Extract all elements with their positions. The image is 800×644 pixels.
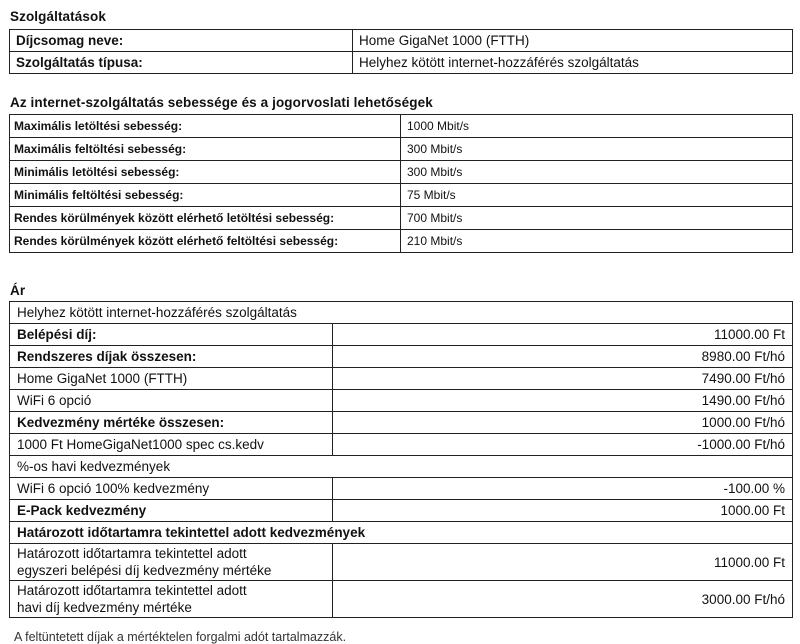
service-type-value: Helyhez kötött internet-hozzáférés szolgáltatás — [353, 52, 793, 74]
price-header: Helyhez kötött internet-hozzáférés szolgáltatás — [10, 302, 793, 324]
table-row — [10, 456, 793, 478]
normal-upload-value: 210 Mbit/s — [401, 230, 793, 253]
normal-download-value: 700 Mbit/s — [401, 207, 793, 230]
fixed-monthly-discount-value: 3000.00 Ft/hó — [333, 581, 793, 618]
max-download-value: 1000 Mbit/s — [401, 115, 793, 138]
table-row — [10, 478, 793, 500]
fixed-entry-discount-line2: egyszeri belépési díj kedvezmény mértéke — [17, 563, 272, 578]
entry-fee-value: 11000.00 Ft — [333, 324, 793, 346]
table-row — [10, 544, 793, 581]
percent-discounts-header: %-os havi kedvezmények — [10, 456, 793, 478]
epack-discount-value: 1000.00 Ft — [333, 500, 793, 522]
max-download-label: Maximális letöltési sebesség: — [10, 115, 401, 138]
table-row — [10, 500, 793, 522]
recurring-total-value: 8980.00 Ft/hó — [333, 346, 793, 368]
services-title: Szolgáltatások — [10, 9, 106, 24]
table-row — [10, 346, 793, 368]
wifi-discount-value: -100.00 % — [333, 478, 793, 500]
table-row — [10, 161, 793, 184]
min-download-value: 300 Mbit/s — [401, 161, 793, 184]
fixed-monthly-discount-line1: Határozott időtartamra tekintettel adott — [17, 583, 247, 598]
table-row — [10, 324, 793, 346]
entry-fee-label: Belépési díj: — [10, 324, 333, 346]
table-row — [10, 302, 793, 324]
fixed-entry-discount-label — [10, 544, 333, 581]
table-row — [10, 390, 793, 412]
max-upload-label: Maximális feltöltési sebesség: — [10, 138, 401, 161]
package-fee-value: 7490.00 Ft/hó — [333, 368, 793, 390]
table-row — [10, 30, 793, 52]
service-type-label: Szolgáltatás típusa: — [10, 52, 353, 74]
fixed-term-header: Határozott időtartamra tekintettel adott kedvezmények — [10, 522, 793, 544]
footnote: A feltüntetett díjak a mértéktelen forgalmi adót tartalmazzák. — [14, 630, 347, 644]
min-upload-value: 75 Mbit/s — [401, 184, 793, 207]
min-upload-label: Minimális feltöltési sebesség: — [10, 184, 401, 207]
special-discount-value: -1000.00 Ft/hó — [333, 434, 793, 456]
wifi-discount-label: WiFi 6 opció 100% kedvezmény — [10, 478, 333, 500]
discount-total-value: 1000.00 Ft/hó — [333, 412, 793, 434]
fixed-entry-discount-value: 11000.00 Ft — [333, 544, 793, 581]
table-row — [10, 368, 793, 390]
max-upload-value: 300 Mbit/s — [401, 138, 793, 161]
speed-title: Az internet-szolgáltatás sebessége és a jogorvoslati lehetőségek — [10, 95, 433, 110]
table-row — [10, 581, 793, 618]
table-row — [10, 522, 793, 544]
table-row — [10, 434, 793, 456]
table-row — [10, 184, 793, 207]
discount-total-label: Kedvezmény mértéke összesen: — [10, 412, 333, 434]
min-download-label: Minimális letöltési sebesség: — [10, 161, 401, 184]
package-name-label: Díjcsomag neve: — [10, 30, 353, 52]
fixed-entry-discount-line1: Határozott időtartamra tekintettel adott — [17, 546, 247, 561]
wifi-option-value: 1490.00 Ft/hó — [333, 390, 793, 412]
normal-download-label: Rendes körülmények között elérhető letöltési sebesség: — [10, 207, 401, 230]
price-title: Ár — [10, 283, 26, 298]
price-table — [9, 301, 793, 618]
wifi-option-label: WiFi 6 opció — [10, 390, 333, 412]
table-row — [10, 115, 793, 138]
package-fee-label: Home GigaNet 1000 (FTTH) — [10, 368, 333, 390]
table-row — [10, 412, 793, 434]
table-row — [10, 52, 793, 74]
epack-discount-label: E-Pack kedvezmény — [10, 500, 333, 522]
normal-upload-label: Rendes körülmények között elérhető feltöltési sebesség: — [10, 230, 401, 253]
table-row — [10, 230, 793, 253]
special-discount-label: 1000 Ft HomeGigaNet1000 spec cs.kedv — [10, 434, 333, 456]
fixed-monthly-discount-label — [10, 581, 333, 618]
recurring-total-label: Rendszeres díjak összesen: — [10, 346, 333, 368]
services-table — [9, 29, 793, 74]
package-name-value: Home GigaNet 1000 (FTTH) — [353, 30, 793, 52]
fixed-monthly-discount-line2: havi díj kedvezmény mértéke — [17, 600, 192, 615]
table-row — [10, 138, 793, 161]
speed-table — [9, 114, 793, 253]
table-row — [10, 207, 793, 230]
